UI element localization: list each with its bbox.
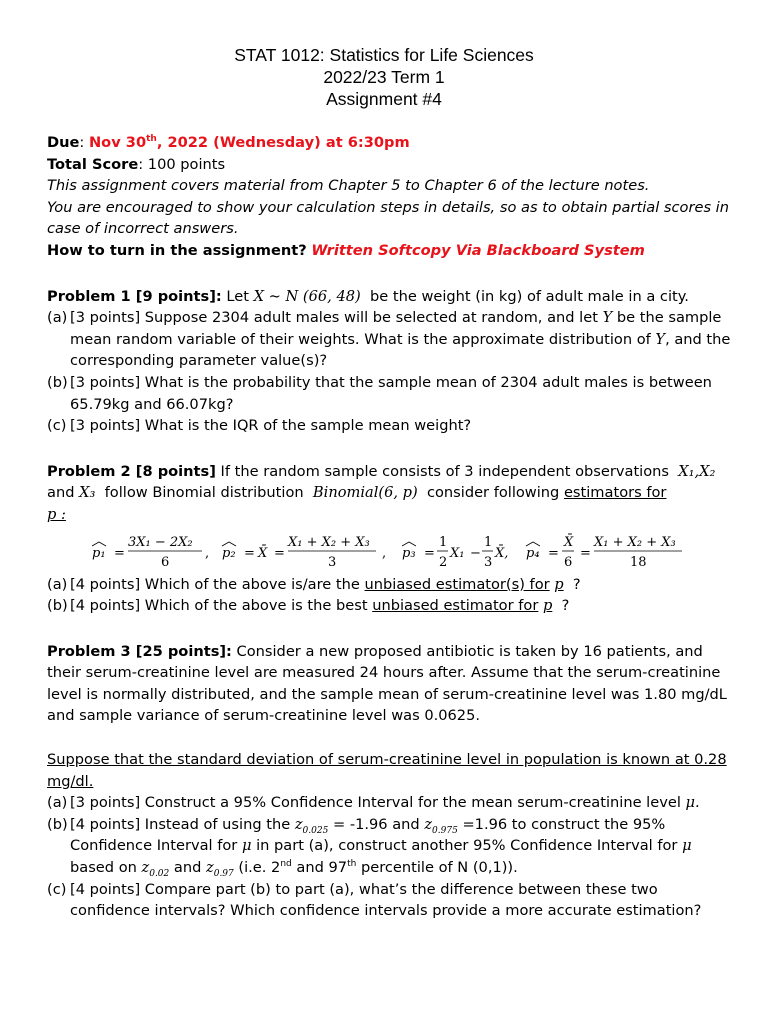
due-date: Nov 30th, 2022 (Wednesday) at 6:30pm xyxy=(88,134,410,151)
svg-text:2: 2 xyxy=(439,554,448,570)
estimator-p2 xyxy=(222,535,386,570)
estimator-formulas xyxy=(47,528,737,574)
svg-text:X₁ + X₂ + X₃: X₁ + X₂ + X₃ xyxy=(594,534,676,550)
svg-text:p₄: p₄ xyxy=(526,545,540,561)
estimator-p3 xyxy=(402,535,508,570)
problem-3b: (b) [4 points] Instead of using the $z_{0.025} = -1.96$ and $z_{0.975} =1.96$ to construct the 95% Confidence Interval for μ in part (a), construct another 95% Confidence Interval for μ based on $z_{0.02}$ and $z_{0.97}$ (i.e. 2nd and 97th percentile of N (0,1)). xyxy=(47,815,692,879)
svg-text:p₃: p₃ xyxy=(402,545,416,561)
problem-1a: (a) [3 points] Suppose 2304 adult males will be selected at random, and let Y be the sample mean random variable of their weights. What is the approximate distribution of Y, and the corresponding parameter value(s)? xyxy=(47,309,731,370)
problem-2a: (a) [4 points] Which of the above is/are the unbiased estimator(s) for p ? xyxy=(47,575,581,593)
svg-text:p₁: p₁ xyxy=(92,545,106,561)
problem-2b: (b) [4 points] Which of the above is the best unbiased estimator for p ? xyxy=(47,597,570,615)
svg-text:=: = xyxy=(114,545,125,561)
problem-1-heading: Problem 1 [9 points]: Let X ~ N (66, 48) be the weight (in kg) of adult male in a city. xyxy=(47,287,689,305)
svg-text:1: 1 xyxy=(439,534,448,550)
svg-text:X̄: X̄ xyxy=(564,534,574,550)
svg-text:6: 6 xyxy=(564,554,573,570)
problem-1b: (b) [3 points] What is the probability that the sample mean of 2304 adult males is between 65.79kg and 66.07kg? xyxy=(47,373,712,413)
calculation-note: You are encouraged to show your calculation steps in details, so as to obtain partial scores in case of incorrect answers. xyxy=(47,198,729,238)
problem-2-heading: Problem 2 [8 points] If the random sample consists of 3 independent observations X₁,X₂ and X₃ follow Binomial distribution Binomial(6, p) consider following estimators for p : xyxy=(47,462,716,523)
svg-text:,: , xyxy=(205,545,210,561)
problem-3-heading: Problem 3 [25 points]: Consider a new proposed antibiotic is taken by 16 patients, and their serum-creatinine level are measured 24 hours after. Assume that the serum-creatinine level is normally distributed, and the sample mean of serum-creatinine level was 1.80 mg/dL and sample variance of serum-creatinine level was 0.0625. xyxy=(47,642,727,725)
svg-text:6: 6 xyxy=(161,554,170,570)
estimator-p4 xyxy=(526,533,682,569)
term-line: 2022/23 Term 1 xyxy=(323,67,445,87)
turn-in-line: How to turn in the assignment? Written Softcopy Via Blackboard System xyxy=(47,241,645,259)
svg-text:X̄,: X̄, xyxy=(495,545,509,561)
assignment-number: Assignment #4 xyxy=(326,89,442,109)
problem-3-assumption: Suppose that the standard deviation of serum-creatinine level in population is known at 0.28 mg/dl. xyxy=(47,751,727,790)
document-body xyxy=(47,132,737,922)
estimator-p1 xyxy=(92,535,209,570)
svg-text:=: = xyxy=(424,545,435,561)
svg-text:18: 18 xyxy=(630,554,647,570)
course-title: STAT 1012: Statistics for Life Sciences xyxy=(234,45,534,65)
svg-text:=: = xyxy=(580,545,591,561)
document-header xyxy=(0,44,768,110)
svg-text:=: = xyxy=(274,545,285,561)
problem-1c: (c) [3 points] What is the IQR of the sample mean weight? xyxy=(47,417,472,435)
problem-3c: (c) [4 points] Compare part (b) to part (a), what’s the difference between these two confidence intervals? Which confidence intervals provide a more accurate estimation? xyxy=(47,880,702,920)
svg-text:,: , xyxy=(382,545,387,561)
svg-text:X₁ + X₂ + X₃: X₁ + X₂ + X₃ xyxy=(288,534,370,550)
estimator-formula-svg xyxy=(92,530,692,574)
svg-text:=: = xyxy=(548,545,559,561)
svg-text:3: 3 xyxy=(328,554,337,570)
svg-text:X̄: X̄ xyxy=(258,545,268,561)
svg-text:3X₁ − 2X₂: 3X₁ − 2X₂ xyxy=(128,534,193,550)
svg-text:X₁: X₁ xyxy=(450,545,465,561)
svg-text:1: 1 xyxy=(484,534,493,550)
svg-text:−: − xyxy=(470,545,481,561)
problem-3a: (a) [3 points] Construct a 95% Confidence Interval for the mean serum-creatinine level μ. xyxy=(47,794,700,812)
coverage-note: This assignment covers material from Chapter 5 to Chapter 6 of the lecture notes. xyxy=(47,177,650,195)
due-line: Due: Nov 30th, 2022 (Wednesday) at 6:30pm xyxy=(47,134,410,151)
svg-text:p₂: p₂ xyxy=(222,545,236,561)
svg-text:3: 3 xyxy=(484,554,493,570)
svg-text:=: = xyxy=(244,545,255,561)
total-score-line: Total Score: 100 points xyxy=(47,155,226,173)
